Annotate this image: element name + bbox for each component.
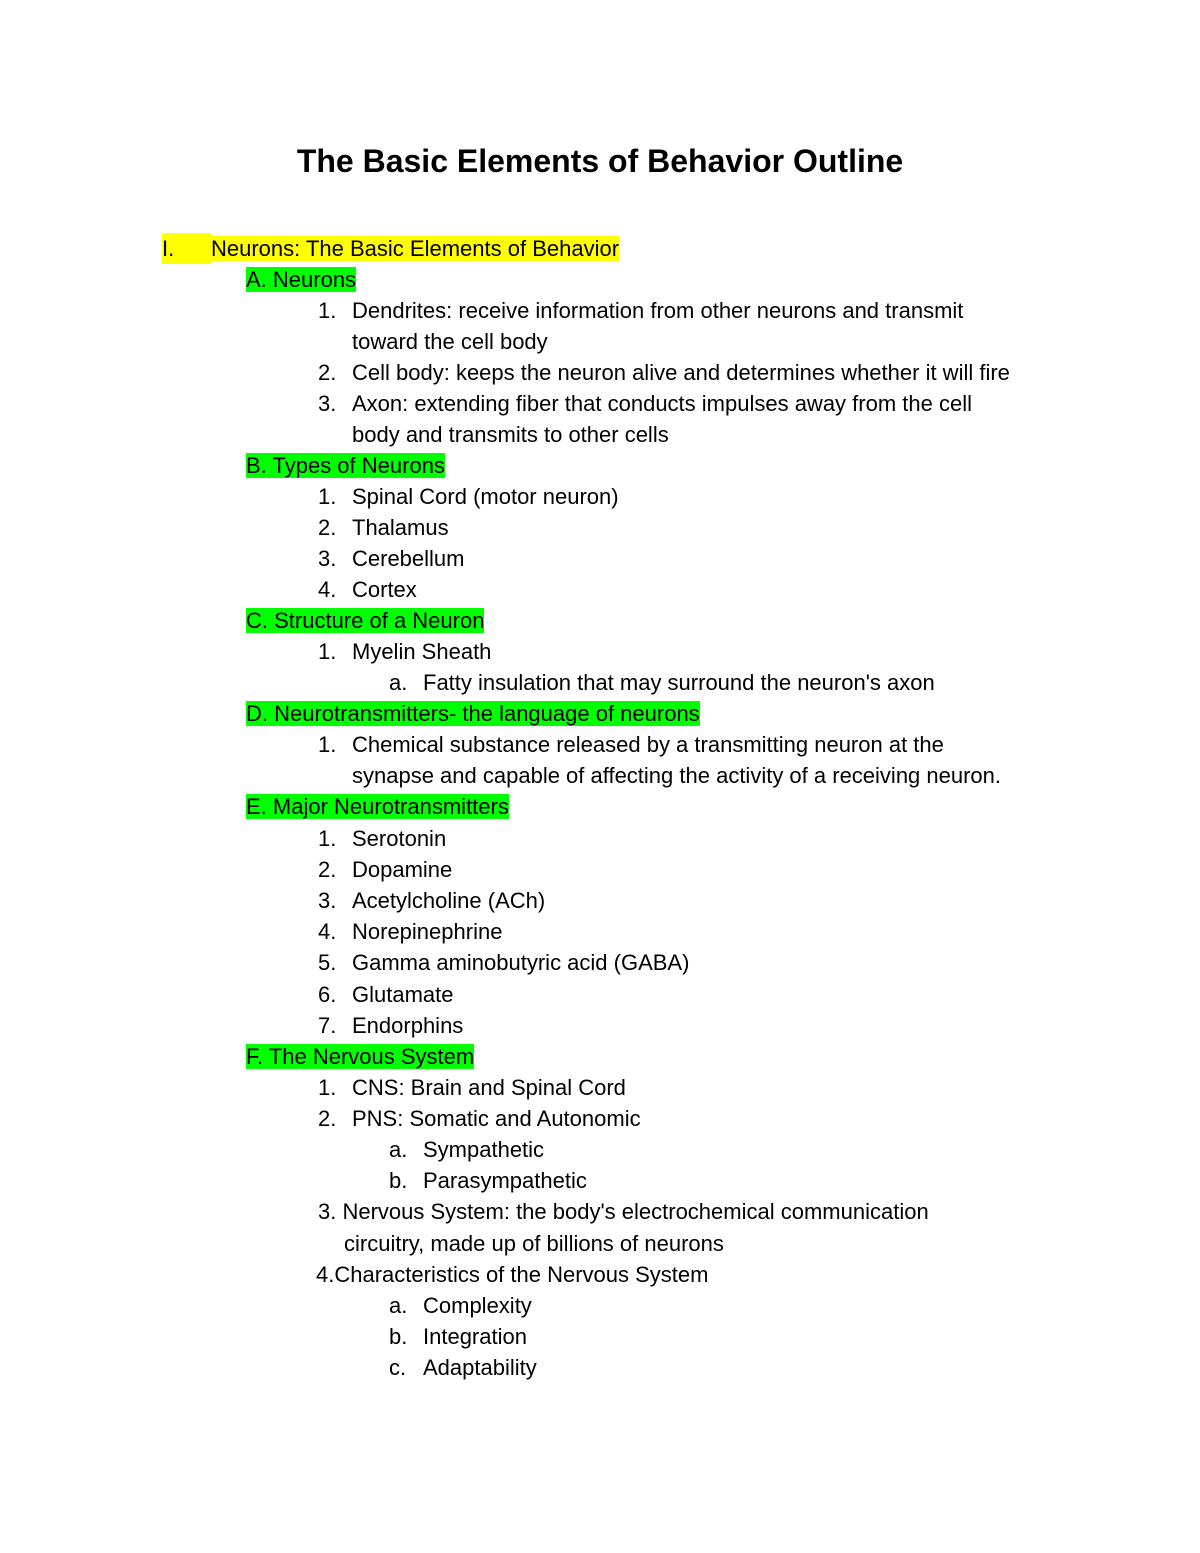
item-marker: 7. (318, 1013, 337, 1038)
item-marker: 1. (318, 826, 337, 851)
item-marker: 1. (318, 732, 337, 757)
sub-item-text: Complexity (423, 1293, 532, 1318)
item-marker: 4. (318, 919, 337, 944)
list-item-text: Gamma aminobutyric acid (GABA) (352, 950, 690, 975)
list-item-text: toward the cell body (352, 329, 548, 354)
list-item-text: Thalamus (352, 515, 449, 540)
list-item-text: synapse and capable of affecting the activity of a receiving neuron. (352, 763, 1002, 788)
item-marker: 2. (318, 857, 337, 882)
subsection-heading-b: B. Types of Neurons (246, 453, 445, 478)
sub-item-marker: a. (389, 1293, 408, 1318)
item-marker: 1. (318, 1075, 337, 1100)
list-item-text: PNS: Somatic and Autonomic (352, 1106, 641, 1131)
subsection-heading-e: E. Major Neurotransmitters (246, 794, 509, 819)
list-item-text: Spinal Cord (motor neuron) (352, 484, 619, 509)
list-item-text: 3. Nervous System: the body's electrochemical communication (318, 1199, 929, 1224)
sub-item-marker: a. (389, 1137, 408, 1162)
list-item-text: Myelin Sheath (352, 639, 492, 664)
sub-item-text: Adaptability (423, 1355, 537, 1380)
item-marker: 5. (318, 950, 337, 975)
item-marker: 3. (318, 546, 337, 571)
sub-item-text: Integration (423, 1324, 527, 1349)
section-heading (162, 233, 619, 264)
subsection-heading-a: A. Neurons (246, 267, 357, 292)
page-title: The Basic Elements of Behavior Outline (296, 143, 904, 179)
list-item-text: Endorphins (352, 1013, 464, 1038)
list-item-text: 4.Characteristics of the Nervous System (316, 1262, 709, 1287)
list-item-text: Dendrites: receive information from other neurons and transmit (352, 298, 964, 323)
item-marker: 1. (318, 298, 337, 323)
subsection-heading-c: C. Structure of a Neuron (246, 608, 485, 633)
subsection-heading-d: D. Neurotransmitters- the language of neurons (246, 701, 700, 726)
list-item-text: Cortex (352, 577, 417, 602)
item-marker: 3. (318, 888, 337, 913)
list-item-text: Chemical substance released by a transmitting neuron at the (352, 732, 944, 757)
item-marker: 6. (318, 982, 337, 1007)
sub-item-text: Sympathetic (423, 1137, 545, 1162)
subsection-heading-f: F. The Nervous System (246, 1044, 475, 1069)
item-marker: 4. (318, 577, 337, 602)
item-marker: 2. (318, 515, 337, 540)
list-item-text: Serotonin (352, 826, 447, 851)
sub-item-marker: a. (389, 670, 408, 695)
list-item-text: Norepinephrine (352, 919, 503, 944)
list-item-text: circuitry, made up of billions of neurons (344, 1231, 724, 1256)
item-marker: 2. (318, 1106, 337, 1131)
section-title: Neurons: The Basic Elements of Behavior (211, 236, 620, 261)
sub-item-text: Fatty insulation that may surround the neuron's axon (423, 670, 935, 695)
section-number: I. (162, 233, 211, 264)
list-item-text: body and transmits to other cells (352, 422, 669, 447)
list-item-text: Dopamine (352, 857, 453, 882)
list-item-text: Cerebellum (352, 546, 465, 571)
item-marker: 2. (318, 360, 337, 385)
list-item (318, 295, 336, 326)
item-marker: 1. (318, 484, 337, 509)
list-item-text: Glutamate (352, 982, 454, 1007)
sub-item-marker: b. (389, 1168, 408, 1193)
sub-item-marker: c. (389, 1355, 407, 1380)
list-item-text: CNS: Brain and Spinal Cord (352, 1075, 626, 1100)
list-item-text: Cell body: keeps the neuron alive and determines whether it will fire (352, 360, 1010, 385)
list-item-text: Acetylcholine (ACh) (352, 888, 546, 913)
item-marker: 3. (318, 391, 337, 416)
sub-item-text: Parasympathetic (423, 1168, 587, 1193)
list-item-text: Axon: extending fiber that conducts impulses away from the cell (352, 391, 972, 416)
sub-item-marker: b. (389, 1324, 408, 1349)
item-marker: 1. (318, 639, 337, 664)
